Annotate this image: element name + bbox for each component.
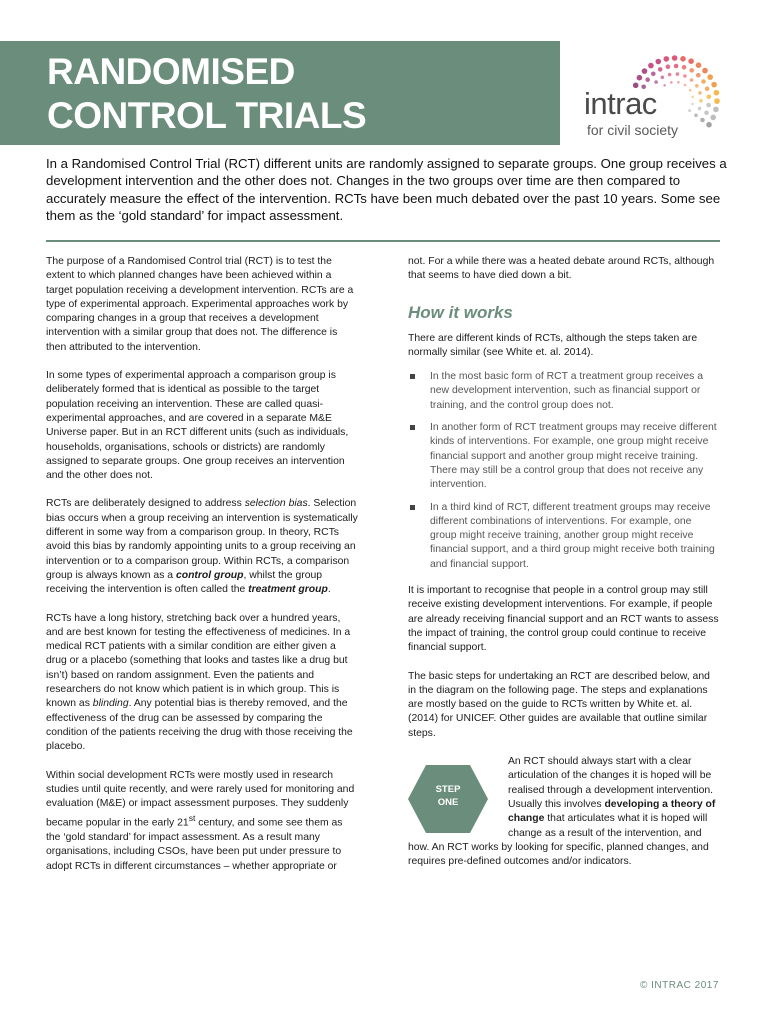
left-column bbox=[46, 255, 358, 888]
list-item: In a third kind of RCT, different treatment groups may receive different combinations of interventions. For example, one group might receive training, another group might receive financial support, and a third group might receive both training and financial support. bbox=[408, 501, 720, 572]
paragraph: Within social development RCTs were mostly used in research studies until quite recently, and were rarely used for monitoring and evaluation (M&E) or impact assessment purposes. They suddenly became popular in the early 21st century, and some see them as the ‘gold standard’ for impact assessment. As a result many organisations, including CSOs, have been put under pressure to adopt RCTs in different circumstances – whether appropriate or bbox=[46, 769, 355, 872]
step-label-word: STEP bbox=[435, 784, 461, 796]
bullet-icon bbox=[410, 374, 415, 379]
step-one-badge bbox=[406, 763, 490, 835]
bullet-icon bbox=[410, 425, 415, 430]
paragraph: RCTs have a long history, stretching back over a hundred years, and are best known for testing the effectiveness of medicines. In a medical RCT patients with a similar condition are either given a drug or a placebo (something that looks and tastes like a drug but isn’t) based on random assignment. Even the patients and researchers do not know which patient is in which group. This is known as blinding. Any potential bias is thereby removed, and the effectiveness of the drug can be assessed by comparing the condition of the patients receiving the drug with those receiving the placebo. bbox=[46, 612, 353, 753]
page-title bbox=[47, 50, 366, 138]
title-line-2: CONTROL TRIALS bbox=[47, 95, 367, 136]
step-one-block bbox=[408, 755, 720, 869]
paragraph: In some types of experimental approach a comparison group is deliberately formed that is identical as possible to the target population receiving an intervention. These are called quasi-experimental approaches, and are covered in a separate M&E Universe paper. But in an RCT different units (such as individuals, households, organisations, schools or districts) are randomly assigned to separate groups. One group receives an intervention and the other does not. bbox=[46, 370, 349, 482]
paragraph: not. For a while there was a heated debate around RCTs, although that seems to have died down a bit. bbox=[408, 256, 715, 282]
paragraph: RCTs are deliberately designed to address selection bias. Selection bias occurs when a group receiving an intervention is systematically different in some way from a comparison group. In theory, RCTs avoid this bias by randomly appointing units to a group receiving an intervention or to a comparison group. Within RCTs, a comparison group is always known as a control group, whilst the group receiving the intervention is often called the treatment group. bbox=[46, 498, 358, 596]
logo-tagline: for civil society bbox=[587, 122, 679, 138]
paragraph: The purpose of a Randomised Control trial (RCT) is to test the extent to which planned changes have been achieved within a target population receiving a development intervention. RCTs are a type of experimental approach. Experimental approaches work by comparing changes in a group that receives a development intervention with a similar group that does not. The difference is then attributed to the intervention. bbox=[46, 256, 354, 353]
step-one-text: An RCT should always start with a clear articulation of the changes it is hoped will be realised through a development intervention. Usually this involves developing a theory of change that articulates what it is hoped will change as a result of the intervention, and how. An RCT works by looking for specific, planned changes, and requires pre-defined outcomes and/or indicators. bbox=[408, 756, 716, 868]
logo-wordmark: intrac bbox=[584, 86, 657, 121]
list-item: In the most basic form of RCT a treatment group receives a new development intervention, such as financial support or training, and the control group does not. bbox=[408, 370, 720, 413]
list-item: In another form of RCT treatment groups may receive different kinds of interventions. For example, one group might receive financial support and another group might receive training. There may still be a control group that does not receive any intervention. bbox=[408, 421, 720, 492]
right-column bbox=[408, 255, 720, 883]
section-heading-how-it-works: How it works bbox=[408, 302, 513, 322]
bullet-icon bbox=[410, 505, 415, 510]
paragraph: It is important to recognise that people in a control group may still receive existing development interventions. For example, if people are already receiving financial support and an RCT wants to assess the impact of training, the control group could continue to receive financial support. bbox=[408, 585, 719, 654]
step-label-number: ONE bbox=[437, 797, 459, 809]
intro-summary: In a Randomised Control Trial (RCT) different units are randomly assigned to separate groups. One group receives a development intervention and the other does not. Changes in the two groups over time are then compared to accurately measure the effect of the intervention. RCTs have been much debated over the past 10 years. Some see them as the ‘gold standard’ for impact assessment. bbox=[46, 156, 727, 224]
divider bbox=[46, 240, 720, 242]
title-line-1: RANDOMISED bbox=[47, 51, 295, 92]
copyright-footer: © INTRAC 2017 bbox=[640, 980, 719, 991]
paragraph: The basic steps for undertaking an RCT are described below, and in the diagram on the following page. The steps and explanations are mostly based on the guide to RCTs written by White et. al. (2014) for UNICEF. Other guides are available that outline similar steps. bbox=[408, 670, 710, 739]
paragraph: There are different kinds of RCTs, although the steps taken are normally similar (see White et. al. 2014). bbox=[408, 332, 698, 358]
bullet-list bbox=[408, 370, 720, 572]
